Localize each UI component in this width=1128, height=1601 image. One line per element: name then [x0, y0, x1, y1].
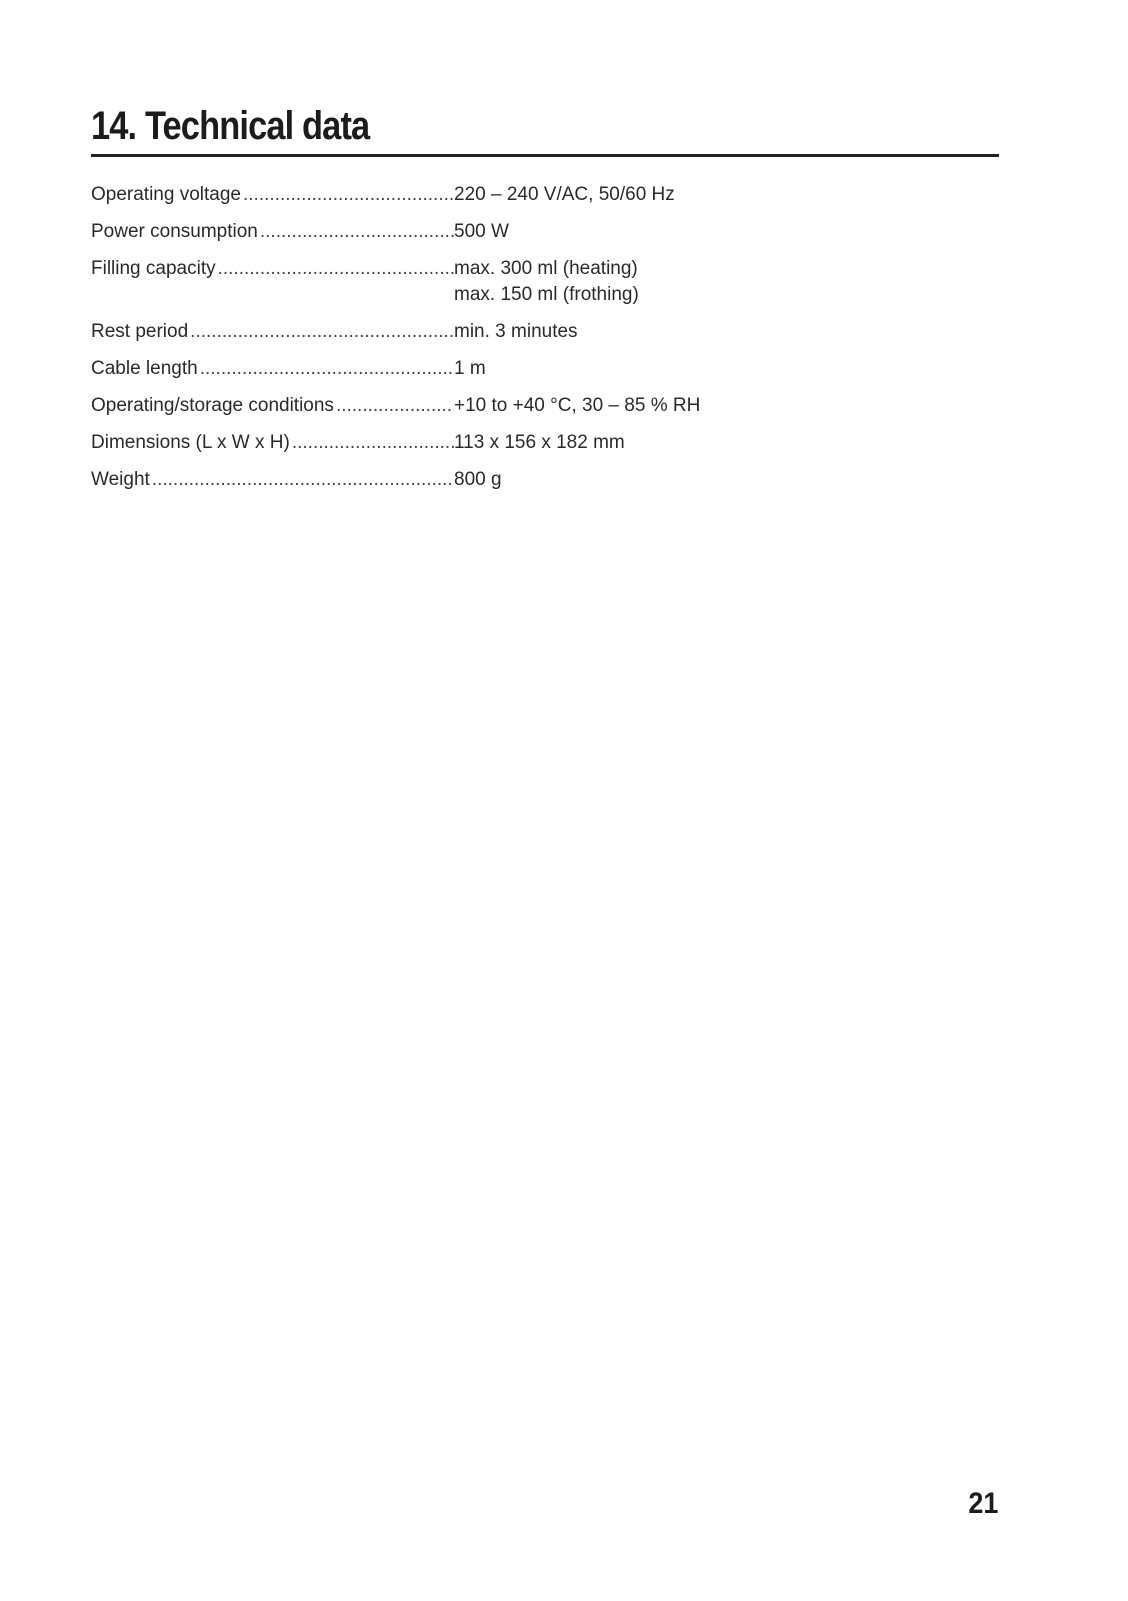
- dot-leader: [260, 219, 454, 245]
- spec-values: [454, 356, 486, 382]
- dot-leader: [292, 430, 454, 456]
- spec-values: [454, 319, 578, 345]
- dot-leader: [190, 319, 454, 345]
- spec-values: [454, 393, 700, 419]
- dot-leader: [243, 182, 454, 208]
- spec-label: Operating voltage: [91, 182, 243, 208]
- spec-label-container: [91, 182, 454, 208]
- spec-label: Filling capacity: [91, 256, 218, 282]
- spec-value: +10 to +40 °C, 30 – 85 % RH: [454, 395, 701, 416]
- spec-row-rest-period: [91, 319, 891, 345]
- spec-value: 800 g: [454, 469, 502, 490]
- spec-label-container: [91, 393, 454, 419]
- spec-value: max. 150 ml (frothing): [454, 284, 639, 305]
- spec-label: Rest period: [91, 319, 190, 345]
- section-heading: [91, 102, 999, 157]
- spec-value: 113 x 156 x 182 mm: [454, 432, 625, 453]
- spec-row-cable-length: [91, 356, 891, 382]
- spec-row-weight: [91, 467, 891, 493]
- spec-label: Weight: [91, 467, 152, 493]
- spec-value: max. 300 ml (heating): [454, 258, 638, 279]
- spec-values: [454, 430, 625, 456]
- spec-label: Cable length: [91, 356, 200, 382]
- spec-values: [454, 467, 502, 493]
- spec-label-container: [91, 430, 454, 456]
- spec-label: Dimensions (L x W x H): [91, 430, 292, 456]
- spec-label-container: [91, 356, 454, 382]
- spec-label-container: [91, 467, 454, 493]
- dot-leader: [152, 467, 454, 493]
- spec-row-power-consumption: [91, 219, 891, 245]
- spec-value: min. 3 minutes: [454, 321, 578, 342]
- spec-label: Power consumption: [91, 219, 260, 245]
- technical-data-list: [91, 182, 891, 504]
- dot-leader: [200, 356, 454, 382]
- dot-leader: [336, 393, 454, 419]
- page-title: 14. Technical data: [91, 104, 370, 148]
- spec-row-operating-storage-conditions: [91, 393, 891, 419]
- spec-values: [454, 219, 509, 245]
- spec-value: 1 m: [454, 358, 486, 379]
- dot-leader: [218, 256, 454, 282]
- spec-row-operating-voltage: [91, 182, 891, 208]
- spec-values: [454, 182, 675, 208]
- spec-label-container: [91, 219, 454, 245]
- spec-value: 500 W: [454, 221, 509, 242]
- spec-value: 220 – 240 V/AC, 50/60 Hz: [454, 184, 675, 205]
- spec-values: [454, 256, 639, 308]
- spec-label-container: [91, 256, 454, 282]
- spec-row-filling-capacity: [91, 256, 891, 308]
- page-number: 21: [967, 1487, 998, 1520]
- spec-label: Operating/storage conditions: [91, 393, 336, 419]
- spec-row-dimensions: [91, 430, 891, 456]
- spec-label-container: [91, 319, 454, 345]
